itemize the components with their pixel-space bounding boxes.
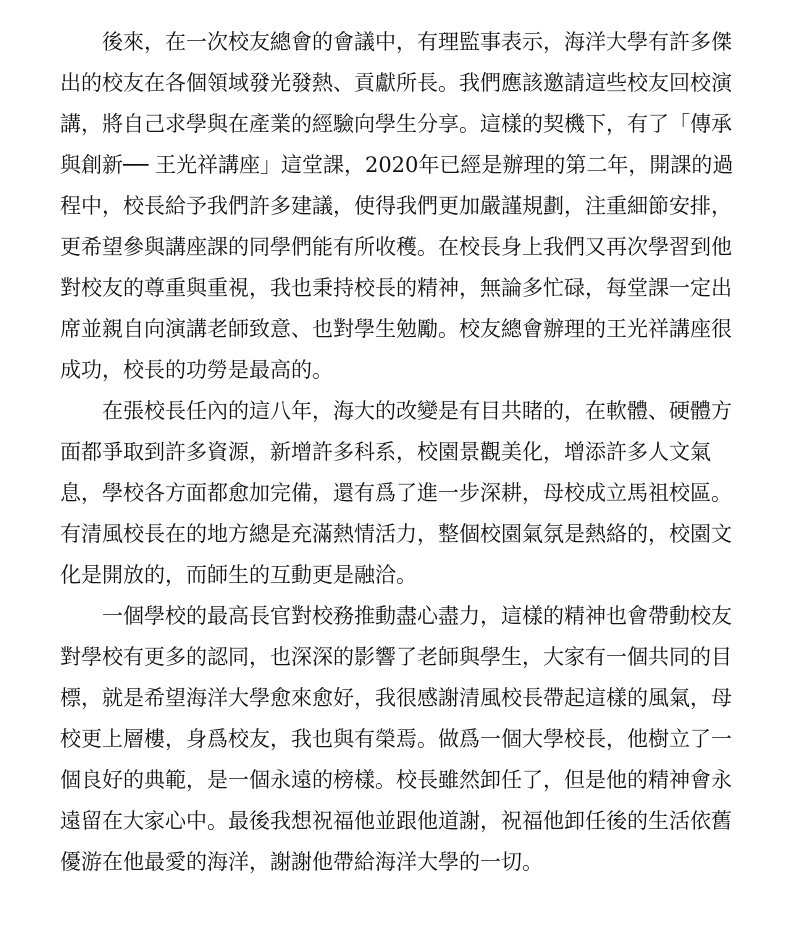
- text-line: 成功，校長的功勞是最高的。: [60, 358, 333, 382]
- text-line: 後來，在一次校友總會的會議中，有理監事表示，海洋大學有許多傑: [102, 30, 732, 54]
- text-line: 校更上層樓，身爲校友，我也與有榮焉。做爲一個大學校長，他樹立了一: [60, 727, 732, 751]
- text-line: 出的校友在各個領域發光發熱、貢獻所長。我們應該邀請這些校友回校演: [60, 71, 732, 95]
- text-line: 有清風校長在的地方總是充滿熱情活力，整個校園氣氛是熱絡的，校園文: [60, 522, 732, 546]
- paragraph-1: [60, 22, 750, 391]
- article-body: [60, 22, 750, 883]
- text-line: 程中，校長給予我們許多建議，使得我們更加嚴謹規劃，注重細節安排，: [60, 194, 732, 218]
- text-line: 與創新── 王光祥講座」這堂課，2020年已經是辦理的第二年，開課的過: [60, 153, 734, 177]
- text-line: 席並親自向演講老師致意、也對學生勉勵。校友總會辦理的王光祥講座很: [60, 317, 732, 341]
- text-line: 一個學校的最高長官對校務推動盡心盡力，這樣的精神也會帶動校友: [102, 604, 732, 628]
- text-line: 對校友的尊重與重視，我也秉持校長的精神，無論多忙碌，每堂課一定出: [60, 276, 732, 300]
- text-line: 個良好的典範，是一個永遠的榜樣。校長雖然卸任了，但是他的精神會永: [60, 768, 732, 792]
- text-line: 面都爭取到許多資源，新增許多科系，校園景觀美化，增添許多人文氣: [60, 440, 711, 464]
- paragraph-2: [60, 391, 750, 596]
- text-line: 遠留在大家心中。最後我想祝福他並跟他道謝，祝福他卸任後的生活依舊: [60, 809, 732, 833]
- text-line: 講，將自己求學與在產業的經驗向學生分享。這樣的契機下，有了「傳承: [60, 112, 732, 136]
- text-line: 息，學校各方面都愈加完備，還有爲了進一步深耕，母校成立馬祖校區。: [60, 481, 732, 505]
- text-line: 標，就是希望海洋大學愈來愈好，我很感謝清風校長帶起這樣的風氣，母: [60, 686, 732, 710]
- text-line: 優游在他最愛的海洋，謝謝他帶給海洋大學的一切。: [60, 850, 543, 874]
- text-line: 化是開放的，而師生的互動更是融洽。: [60, 563, 417, 587]
- text-line: 對學校有更多的認同，也深深的影響了老師與學生，大家有一個共同的目: [60, 645, 732, 669]
- text-line: 更希望參與講座課的同學們能有所收穫。在校長身上我們又再次學習到他: [60, 235, 732, 259]
- text-line: 在張校長任內的這八年，海大的改變是有目共睹的，在軟體、硬體方: [102, 399, 732, 423]
- paragraph-3: [60, 596, 750, 883]
